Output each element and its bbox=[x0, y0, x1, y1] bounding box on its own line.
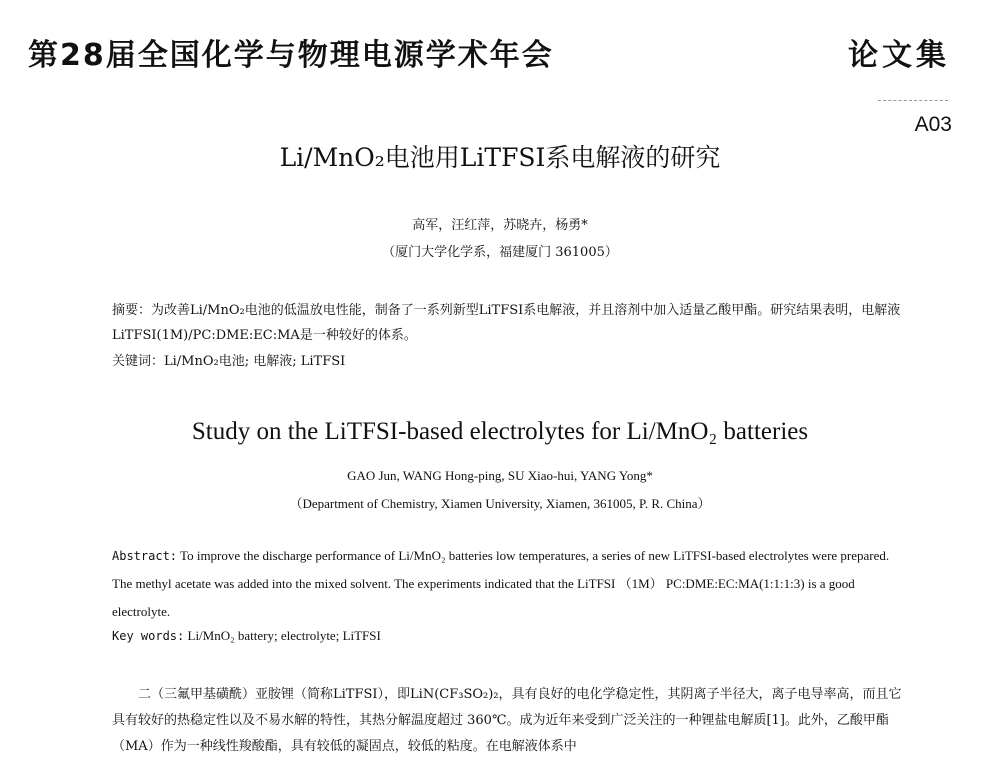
chinese-abstract-text: 为改善Li/MnO₂电池的低温放电性能，制备了一系列新型LiTFSI系电解液，并且溶剂中加入适量乙酸甲酯。研究结果表明，电解液LiTFSI(1M)/PC:DME:EC:MA是一种较好的体系。 bbox=[112, 303, 901, 343]
chinese-abstract bbox=[112, 298, 902, 348]
chinese-affiliation: （厦门大学化学系，福建厦门 361005） bbox=[382, 245, 618, 260]
chinese-keywords-text: Li/MnO₂电池; 电解液; LiTFSI bbox=[164, 354, 346, 369]
english-title: Study on the LiTFSI-based electrolytes for Li/MnO₂ batteries bbox=[191, 418, 809, 445]
english-abstract bbox=[112, 542, 902, 626]
english-abstract-text: To improve the discharge performance of Li/MnO₂ batteries low temperatures, a series of new LiTFSI-based electrolytes were prepared. The methyl acetate was added into the mixed solvent. The experiments indicated that the LiTFSI （1M） PC:DME:EC:MA(1:1:1:3) is a good electrolyte. bbox=[112, 548, 890, 619]
paper-id: A03 bbox=[914, 113, 952, 136]
english-keywords-label: Key words: bbox=[112, 629, 185, 643]
english-keywords-text: Li/MnO₂ battery; electrolyte; LiTFSI bbox=[187, 628, 381, 643]
english-abstract-label: Abstract: bbox=[112, 549, 178, 563]
body-paragraph: 二（三氟甲基磺酰）亚胺锂（简称LiTFSI），即LiN(CF₃SO₂)₂，具有良好的电化学稳定性，其阴离子半径大，离子电导率高，而且它具有较好的热稳定性以及不易水解的特性，其热分解温度超过 360℃。成为近年来受到广泛关注的一种锂盐电解质[1]。此外，乙酸甲酯（MA）作为一种线性羧酸酯，具有较低的凝固点，较低的粘度。在电解液体系中 bbox=[112, 687, 902, 754]
conference-title: 第28届全国化学与物理电源学术年会 bbox=[28, 38, 554, 73]
collection-label: 论文集 bbox=[848, 38, 950, 73]
english-authors: GAO Jun, WANG Hong-ping, SU Xiao-hui, YANG Yong* bbox=[347, 468, 653, 483]
english-keywords bbox=[112, 628, 381, 644]
header-divider bbox=[878, 100, 948, 101]
chinese-title: Li/MnO₂电池用LiTFSI系电解液的研究 bbox=[279, 143, 721, 172]
chinese-authors: 高军，汪红萍，苏晓卉，杨勇* bbox=[412, 218, 588, 233]
chinese-abstract-label: 摘要： bbox=[112, 303, 152, 318]
chinese-keywords-label: 关键词： bbox=[112, 354, 165, 369]
chinese-keywords bbox=[112, 350, 345, 369]
english-affiliation: （Department of Chemistry, Xiamen University, Xiamen, 361005, P. R. China） bbox=[289, 496, 711, 511]
